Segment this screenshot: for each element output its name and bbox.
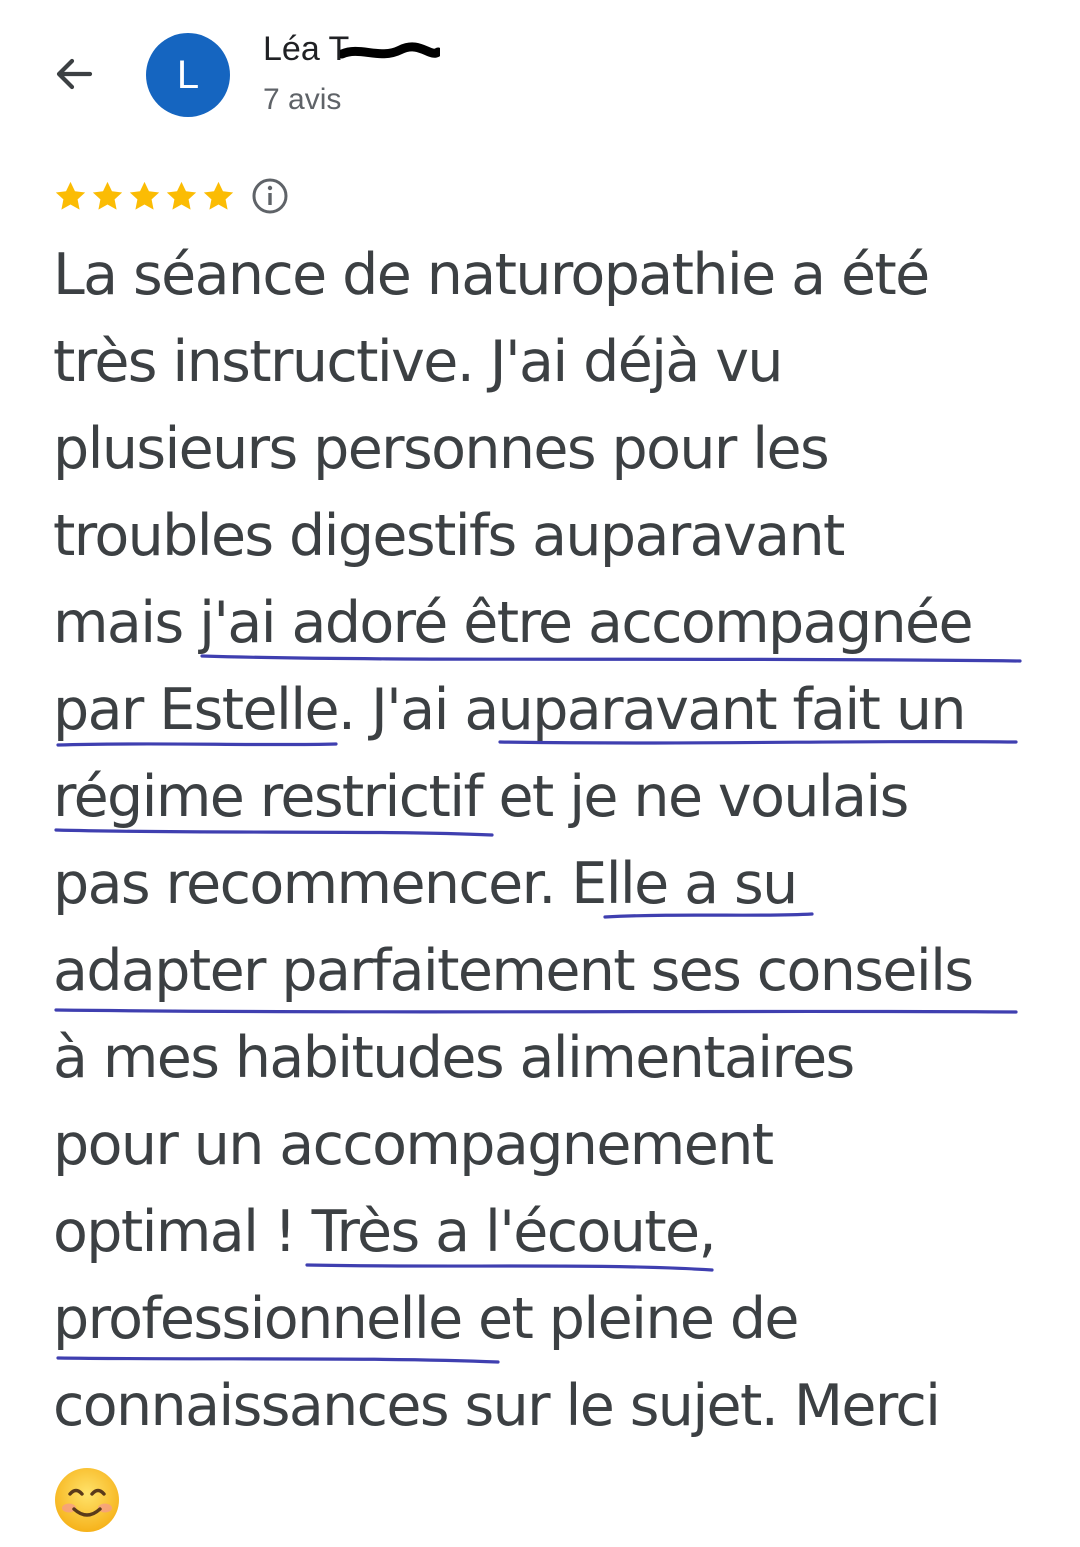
review-line: troubles digestifs auparavant (53, 503, 844, 569)
arrow-left-icon (50, 50, 98, 98)
star-icon (52, 178, 89, 215)
star-icon (89, 178, 126, 215)
reviewer-name[interactable]: Léa T (263, 30, 350, 68)
review-text (53, 232, 1053, 1537)
star-rating (52, 178, 237, 215)
review-line: connaissances sur le sujet. Merci (53, 1373, 940, 1439)
review-line: très instructive. J'ai déjà vu (53, 329, 782, 395)
review-header (0, 0, 1080, 150)
review-line: plusieurs personnes pour les (53, 416, 829, 482)
review-line: pas recommencer. Elle a su (53, 851, 797, 917)
avatar-letter: L (176, 52, 200, 97)
review-count[interactable]: 7 avis (263, 83, 342, 116)
star-icon (163, 178, 200, 215)
emoji-line (53, 1450, 1053, 1537)
review-line: pour un accompagnement (53, 1112, 773, 1178)
review-line: par Estelle. J'ai auparavant fait un (53, 677, 965, 743)
back-button[interactable] (44, 44, 104, 104)
rating-row (52, 174, 289, 218)
review-line: mais j'ai adoré être accompagnée (53, 590, 972, 656)
review-line: régime restrictif et je ne voulais (53, 764, 908, 830)
star-icon (126, 178, 163, 215)
star-icon (200, 178, 237, 215)
info-icon[interactable] (251, 177, 289, 215)
review-line: à mes habitudes alimentaires (53, 1025, 854, 1091)
smiling-face-emoji (53, 1466, 121, 1534)
review-line: optimal ! Très a l'écoute, (53, 1199, 716, 1265)
redaction-scribble (340, 42, 440, 64)
review-line: professionnelle et pleine de (53, 1286, 798, 1352)
review-line: La séance de naturopathie a été (53, 242, 929, 308)
review-line: adapter parfaitement ses conseils (53, 938, 973, 1004)
avatar[interactable] (146, 33, 230, 117)
